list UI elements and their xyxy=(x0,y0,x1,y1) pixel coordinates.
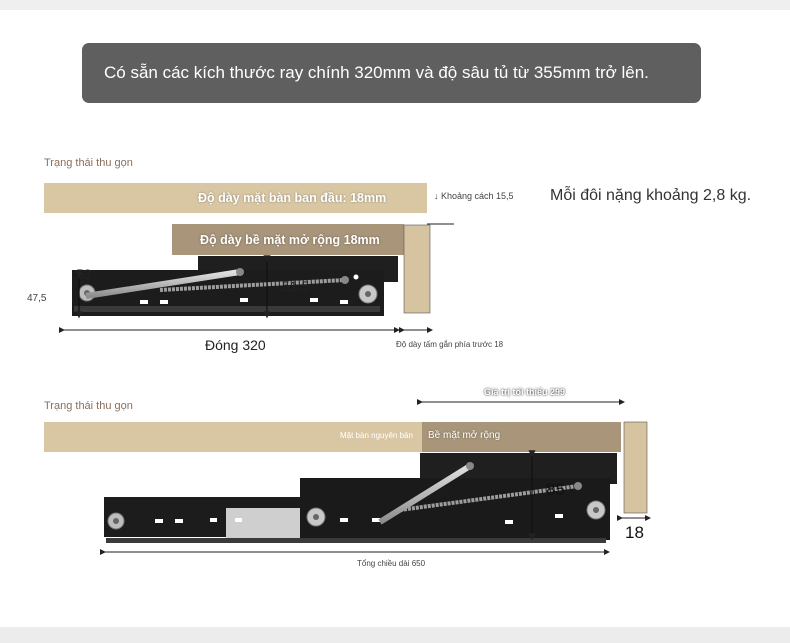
top-dim-partial: 53 xyxy=(76,266,92,282)
top-extension-board-label: Độ dày bề mặt mở rộng 18mm xyxy=(200,233,380,247)
top-dim-vertical: 51,5 xyxy=(282,278,310,294)
bottom-rail-channel xyxy=(106,538,606,543)
top-closed-length: Đóng 320 xyxy=(205,337,266,353)
top-gap-label: ↓ Khoảng cách 15,5 xyxy=(434,191,514,201)
top-front-panel-label: Độ dày tấm gắn phía trước 18 xyxy=(396,340,504,349)
top-dim-left: 47,5 xyxy=(27,293,47,304)
weight-note: Mỗi đôi nặng khoảng 2,8 kg. xyxy=(550,187,752,204)
bottom-extension-board-label: Bề mặt mở rộng xyxy=(428,430,501,441)
top-original-board-label: Độ dày mặt bàn ban đầu: 18mm xyxy=(198,191,387,205)
bottom-dim-vertical: 85 xyxy=(546,480,565,499)
top-rail-channel xyxy=(74,306,380,312)
bottom-original-board-label: Mặt bàn nguyên bản xyxy=(340,431,413,440)
info-banner: Có sẵn các kích thước ray chính 320mm và độ sâu tủ từ 355mm trở lên. xyxy=(82,43,701,103)
bottom-front-panel xyxy=(624,422,647,513)
bottom-dim-front: 18 xyxy=(625,523,644,542)
bottom-total-length: Tổng chiều dài 650 xyxy=(357,559,426,568)
top-diagram xyxy=(44,183,454,330)
bottom-diagram xyxy=(44,402,649,552)
top-front-panel xyxy=(404,225,430,313)
bottom-min-value-label: Giá trị tối thiểu 299 xyxy=(484,387,566,397)
top-state-label: Trạng thái thu gọn xyxy=(44,157,133,169)
bottom-state-label: Trạng thái thu gọn xyxy=(44,400,133,412)
